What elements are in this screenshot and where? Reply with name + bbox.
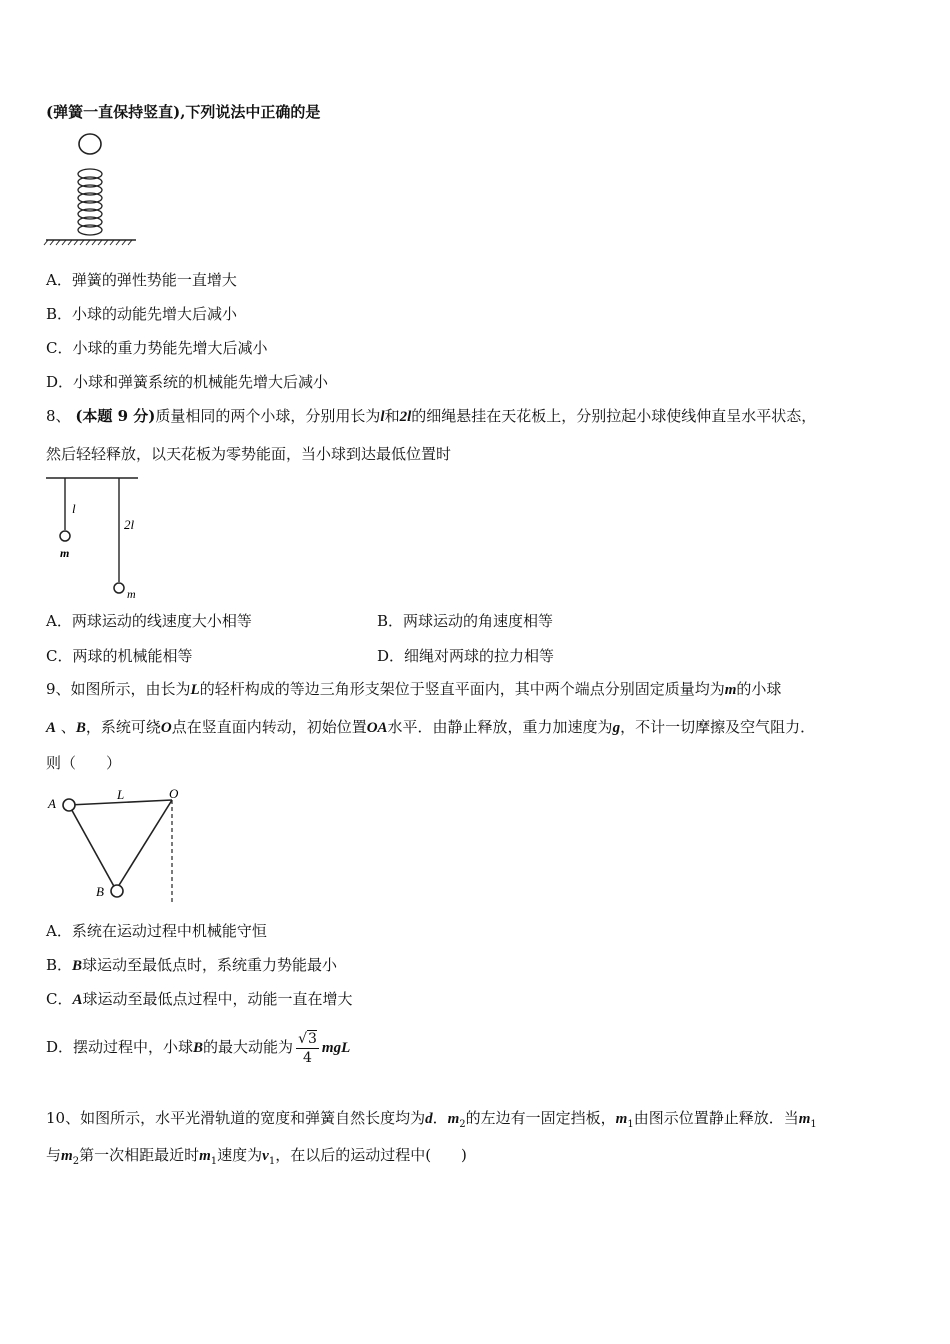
q8-fig-label-m2: m: [127, 587, 136, 601]
q8-stem-line2: 然后轻轻释放，以天花板为零势能面，当小球到达最低位置时: [46, 445, 452, 463]
q8-marks: (本题 9 分): [75, 407, 156, 425]
q10-stem-text2: 的左边有一固定挡板，: [465, 1109, 616, 1127]
q10-var-m1b: m: [798, 1111, 811, 1127]
q9-fig-label-L: L: [117, 787, 125, 802]
q8-fig-label-l: l: [72, 501, 76, 516]
q7-stem-tail: (弹簧一直保持竖直),下列说法中正确的是: [46, 103, 321, 121]
q9-fig-label-B: B: [96, 884, 104, 899]
q8-stem-text2: 的细绳悬挂在天花板上，分别拉起小球使线伸直呈水平状态，: [411, 407, 817, 425]
q9-option-d-var: B: [193, 1040, 204, 1056]
q9-var-A: A: [46, 720, 57, 736]
q10-sub-1b: 1: [810, 1119, 817, 1130]
q9-var-m: m: [724, 682, 737, 698]
q9-stem-text: 9、如图所示，由长为: [46, 680, 191, 698]
q10-var-m2b: m: [61, 1148, 73, 1164]
q9-option-d-text: 的最大动能为: [203, 1038, 294, 1056]
q9-triangle-figure: [44, 784, 194, 909]
q8-var-l: l: [380, 409, 385, 425]
q9-stem-line2: [46, 717, 815, 738]
q7-option-d: D．小球和弹簧系统的机械能先增大后减小: [46, 373, 329, 391]
q8-fig-label-m1: m: [60, 546, 70, 560]
q10-var-v: v: [262, 1148, 269, 1164]
q8-number: 8、: [46, 407, 71, 425]
q8-var-2l: 2l: [399, 409, 412, 425]
q9-option-b-var: B: [72, 958, 83, 974]
q10-var-m1: m: [615, 1111, 628, 1127]
q9-option-b: [46, 955, 337, 976]
q9-option-c-prefix: C．: [46, 990, 73, 1008]
q10-sub-1: 1: [627, 1119, 634, 1130]
q8-option-a: A．两球运动的线速度大小相等: [46, 612, 252, 630]
q7-option-a: A．弹簧的弹性势能一直增大: [46, 271, 237, 289]
q9-var-g: g: [612, 720, 621, 736]
q9-var-L: L: [190, 682, 200, 698]
q7-spring-figure: [44, 130, 144, 250]
q9-stem-text4: ，系统可绕: [85, 718, 161, 736]
q9-var-O: O: [160, 720, 172, 736]
q10-stem-text7: ，在以后的运动过程中( ): [275, 1146, 467, 1164]
q9-option-d-prefix: D．摆动过程中，小球: [46, 1038, 194, 1056]
q10-sub-2: 2: [459, 1119, 466, 1130]
q8-option-d: D．细绳对两球的拉力相等: [377, 647, 555, 665]
q9-fig-label-A: A: [48, 796, 56, 811]
q9-stem-text3: 的小球: [736, 680, 782, 698]
q9-option-b-prefix: B．: [46, 956, 73, 974]
q10-sub-v: 1: [268, 1156, 276, 1167]
q7-option-c: C．小球的重力势能先增大后减小: [46, 339, 268, 357]
q9-var-OA: OA: [366, 720, 388, 736]
q8-stem-line1: [46, 406, 816, 427]
fraction-numerator: 3: [307, 1030, 317, 1047]
q9-option-c-var: A: [72, 992, 83, 1008]
q10-sub-1c: 1: [210, 1156, 218, 1167]
q9-fig-label-O: O: [169, 786, 179, 801]
q9-option-c-text: 球运动至最低点过程中，动能一直在增大: [82, 990, 353, 1008]
q10-stem-text5: 第一次相距最近时: [79, 1146, 200, 1164]
q10-stem-text4: 与: [46, 1146, 62, 1164]
q8-and: 和: [384, 407, 400, 425]
q10-period: ．: [432, 1109, 448, 1127]
q9-option-a: A．系统在运动过程中机械能守恒: [46, 922, 267, 940]
q10-stem-line2: [46, 1145, 467, 1172]
fraction-denominator: 4: [303, 1049, 312, 1066]
q10-var-d: d: [425, 1111, 433, 1127]
q10-stem-text3: 由图示位置静止释放．当: [633, 1109, 799, 1127]
q10-stem-text: 10、如图所示，水平光滑轨道的宽度和弹簧自然长度均为: [46, 1109, 426, 1127]
q9-stem-text5: 点在竖直面内转动，初始位置: [171, 718, 367, 736]
q8-fig-label-2l: 2l: [124, 517, 135, 532]
q9-stem-text2: 的轻杆构成的等边三角形支架位于竖直平面内，其中两个端点分别固定质量均为: [199, 680, 725, 698]
q10-var-m1c: m: [199, 1148, 211, 1164]
sqrt-sign: √: [298, 1030, 307, 1047]
q8-option-b: B．两球运动的角速度相等: [377, 612, 554, 630]
q8-option-c: C．两球的机械能相等: [46, 647, 193, 665]
q9-option-d: [46, 1027, 350, 1068]
q10-stem-line1: [46, 1108, 817, 1135]
q9-stem-line1: [46, 679, 781, 700]
q9-option-d-fraction: [296, 1030, 319, 1067]
q7-option-b: B．小球的动能先增大后减小: [46, 305, 238, 323]
q9-stem-text6: 水平．由静止释放，重力加速度为: [387, 718, 613, 736]
q9-stem-line3: 则（ ）: [46, 754, 122, 772]
q9-sep: 、: [60, 718, 76, 736]
q9-option-c: [46, 989, 353, 1010]
q8-stem-text: 质量相同的两个小球，分别用长为: [155, 407, 381, 425]
q9-option-b-text: 球运动至最低点时，系统重力势能最小: [82, 956, 338, 974]
q9-stem-text7: ，不计一切摩擦及空气阻力．: [620, 718, 816, 736]
q9-var-B: B: [75, 720, 86, 736]
q9-option-d-mgl: mgL: [321, 1040, 351, 1056]
q8-pendulum-figure: [46, 476, 146, 606]
q10-stem-text6: 速度为: [217, 1146, 263, 1164]
q10-sub-2b: 2: [72, 1156, 80, 1167]
q10-var-m2: m: [447, 1111, 460, 1127]
